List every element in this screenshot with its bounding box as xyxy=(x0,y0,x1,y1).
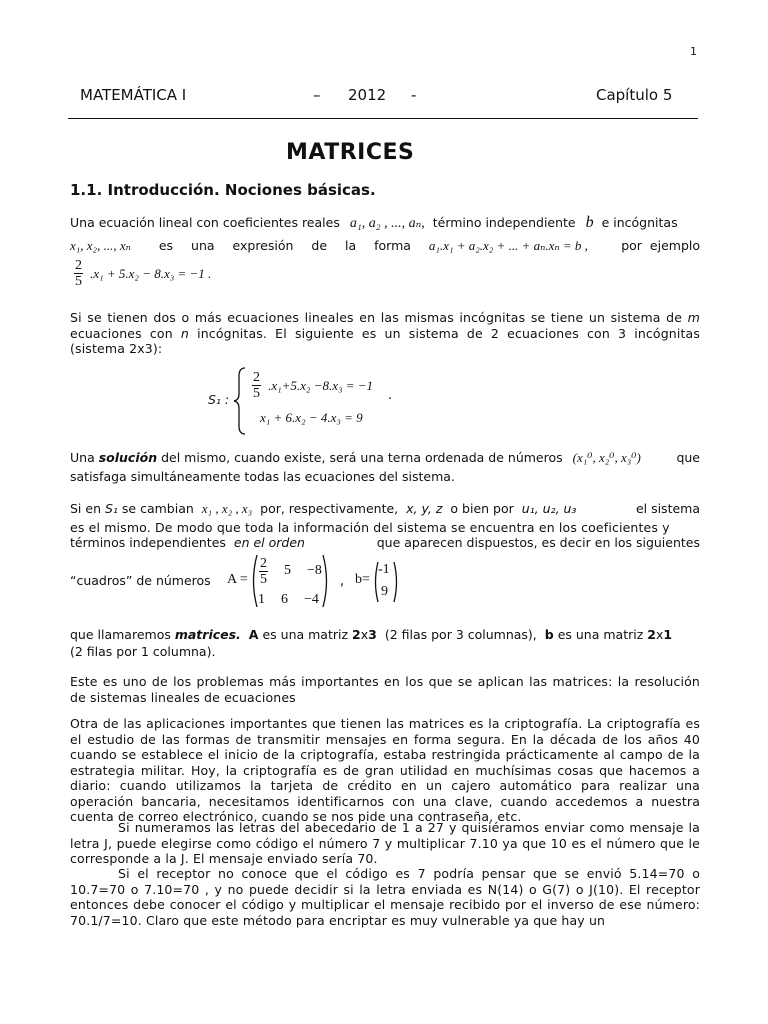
p5-line2: (2 filas por 1 columna). xyxy=(70,644,216,659)
p1-vars: x₁, x₂, ..., xₙ xyxy=(70,238,131,253)
header-chapter: Capítulo 5 xyxy=(596,86,673,104)
p4-line2: es el mismo. De modo que toda la información del sistema se encuentra en los coeficientes y xyxy=(70,520,670,535)
p5-A: A xyxy=(248,627,259,642)
matrix-a12: 5 xyxy=(284,563,291,578)
p5-x: x xyxy=(360,627,369,642)
p5-text1: que llamaremos xyxy=(70,627,171,642)
p2-text1: Si se tienen dos o más ecuaciones lineales en las mismas incógnitas se tiene un sistema de xyxy=(70,310,683,325)
p3-line1 xyxy=(70,450,700,466)
p3-line2: satisfaga simultáneamente todas las ecuaciones del sistema. xyxy=(70,469,455,484)
p2-n: n xyxy=(180,325,189,341)
p2-text2: ecuaciones con xyxy=(70,325,173,341)
fraction-denominator: 5 xyxy=(253,386,260,401)
matrix-b2: 9 xyxy=(381,584,388,599)
p5-dimb: 2 xyxy=(647,627,656,642)
page-number: 1 xyxy=(690,45,697,58)
matrix-comma: , xyxy=(340,574,345,589)
p1-text3: e incógnitas xyxy=(601,215,678,230)
p5-line1 xyxy=(70,627,700,642)
fraction-denominator: 5 xyxy=(75,274,82,289)
p2-m: m xyxy=(687,310,700,325)
header-dash: – xyxy=(313,86,321,104)
matrix-a13: −8 xyxy=(307,563,322,578)
p5-text2: es una matriz xyxy=(262,627,349,642)
p5-b: b xyxy=(544,627,554,642)
matrix-b1: -1 xyxy=(378,562,390,577)
p4-text3: por, respectivamente, xyxy=(260,501,399,516)
p4-line1 xyxy=(70,501,700,517)
p1-text5: por ejemplo xyxy=(621,238,700,253)
p1-b: b xyxy=(585,214,594,231)
p9: Si el receptor no conoce que el código es 7 podría pensar que se envió 5.14=70 o 10.7=70 o 7.10=70 , y no puede decidir si la letra enviada es N(14) o G(7) o J(10). El receptor entonces debe conocer el código y multiplicar el mensaje recibido por el inverso de ese número: 70.1/7=10. Claro que este método para encriptar es muy vulnerable ya que hay un xyxy=(70,866,700,928)
system-fraction xyxy=(252,370,261,401)
p1-line1 xyxy=(70,214,700,232)
matrix-a-right-paren xyxy=(321,553,331,609)
system-eq1 xyxy=(250,370,373,401)
p3-text2: del mismo, cuando existe, será una terna ordenada de números xyxy=(161,450,563,465)
matrix-a22: 6 xyxy=(281,592,288,607)
p4-text1: Si en xyxy=(70,501,101,516)
p4-vars: x₁ , x₂ , x₃ xyxy=(201,501,253,516)
fraction-numerator: 2 xyxy=(260,556,267,571)
p4-en-el-orden: en el orden xyxy=(233,535,305,550)
system-label: S₁ : xyxy=(208,392,230,407)
p5-text3: (2 filas por 3 columnas), xyxy=(384,627,537,642)
section-heading xyxy=(70,181,376,199)
header-year: 2012 xyxy=(348,86,387,104)
p3-text1: Una xyxy=(70,450,95,465)
system-eq1-rest: .x₁+5.x₂ −8.x₃ = −1 xyxy=(268,378,374,393)
p1-coefficients: a₁, a₂ , ..., aₙ, xyxy=(349,216,425,231)
p1-text1: Una ecuación lineal con coeficientes reales xyxy=(70,215,340,230)
matrix-b-label: b= xyxy=(355,572,370,587)
p5-dimA2: 3 xyxy=(368,627,377,642)
cuadros-label: “cuadros” de números xyxy=(70,573,211,588)
p4-line3c: que aparecen dispuestos, es decir en los siguientes xyxy=(376,535,700,550)
p6: Este es uno de los problemas más importantes en los que se aplican las matrices: la resolución de sistemas lineales de ecuaciones xyxy=(70,674,700,705)
p5-matrices: matrices. xyxy=(174,627,241,642)
system-end: . xyxy=(388,388,393,403)
p1-example-rest: .x₁ + 5.x₂ − 8.x₃ = −1 . xyxy=(90,266,212,281)
p3-text3: que xyxy=(676,450,700,465)
p4-line3a: términos independientes xyxy=(70,535,226,550)
p4-text2: se cambian xyxy=(121,501,194,516)
system-brace xyxy=(233,366,249,436)
p3-solucion: solución xyxy=(98,450,158,465)
p1-form: a₁.x₁ + a₂.x₂ + ... + aₙ.xₙ = b , xyxy=(428,238,588,253)
p2-text3: incógnitas. El siguiente es un sistema de 2 ecuaciones con 3 incógnitas (sistema 2x3): xyxy=(70,325,701,356)
section-title: Introducción. Nociones básicas. xyxy=(107,181,376,199)
p1-text4: es una expresión de la forma xyxy=(158,238,411,253)
p1-text2: término independiente xyxy=(432,215,576,230)
p1-example xyxy=(72,258,211,289)
p2 xyxy=(70,310,700,357)
header-course: MATEMÁTICA I xyxy=(80,86,187,104)
p7: Otra de las aplicaciones importantes que tienen las matrices es la criptografía. La criptografía es el estudio de las formas de transmitir mensajes en forma segura. En la década de los años 40 cuando se establece el inicio de la criptografía, estaba restringida prácticamente al campo de la estrategia militar. Hoy, la criptografía es de gran utilidad en muchísimas cosas que hacemos a diario: cuando utilizamos la tarjeta de crédito en un cajero automático para realizar una operación bancaria, necesitamos identificarnos con una clave, cuando accedemos a nuestra cuenta de correo electrónico, cuando se nos pide una contraseña, etc. xyxy=(70,716,700,824)
header-dash2: - xyxy=(411,86,417,104)
fraction-denominator: 5 xyxy=(260,572,267,587)
page-title: MATRICES xyxy=(286,140,415,165)
matrix-a11 xyxy=(259,556,268,587)
p4-us: u₁, u₂, u₃ xyxy=(521,501,577,516)
p5-x2: x xyxy=(655,627,664,642)
fraction-numerator: 2 xyxy=(253,370,260,385)
matrix-a23: −4 xyxy=(304,592,319,607)
section-number: 1.1. xyxy=(70,181,103,199)
matrix-b-right-paren xyxy=(392,560,400,604)
p5-text4: es una matriz xyxy=(557,627,644,642)
example-fraction xyxy=(74,258,83,289)
matrix-a21: 1 xyxy=(258,592,265,607)
p1-line2 xyxy=(70,238,700,254)
p4-text5: el sistema xyxy=(635,501,700,516)
matrix-a-label: A = xyxy=(227,572,248,587)
p3-tuple: (x₁⁰, x₂⁰, x₃⁰) xyxy=(572,450,641,465)
p5-dimb2: 1 xyxy=(663,627,673,642)
fraction-numerator: 2 xyxy=(75,258,82,273)
p4-s1: S₁ xyxy=(104,501,118,516)
p4-text4: o bien por xyxy=(450,501,514,516)
header-rule xyxy=(68,118,698,119)
p4-line3 xyxy=(70,535,700,550)
matrix-a-fraction xyxy=(257,556,270,587)
system-eq2: x₁ + 6.x₂ − 4.x₃ = 9 xyxy=(260,410,363,425)
p5-dimA: 2 xyxy=(352,627,361,642)
p4-xyz: x, y, z xyxy=(406,501,443,516)
p8: Si numeramos las letras del abecedario de 1 a 27 y quisiéramos enviar como mensaje la letra J, puede elegirse como código el número 7 y multiplicar 7.10 ya que 10 es el número que le corresponde a la J. El mensaje enviado sería 70. xyxy=(70,820,700,866)
